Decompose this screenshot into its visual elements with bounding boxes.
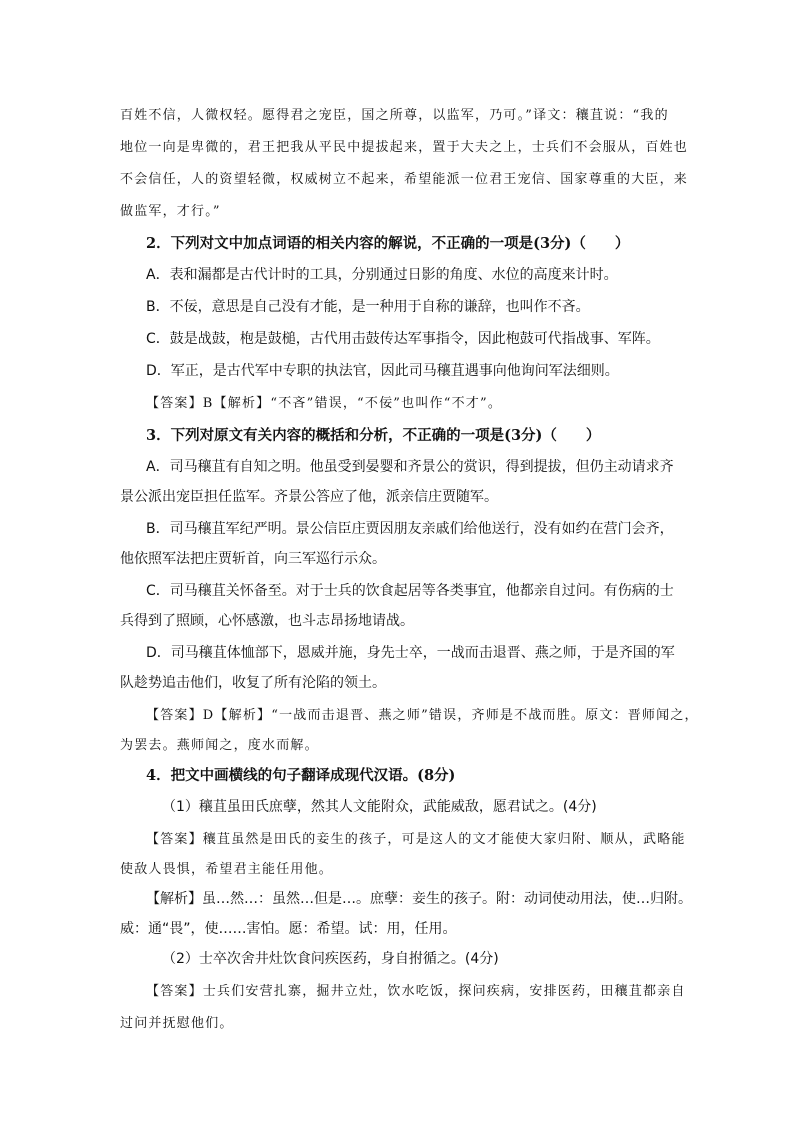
question-3-option-line: A．司马穰苴有自知之明。他虽受到晏婴和齐景公的赏识，得到提拔，但仍主动请求齐: [146, 459, 674, 475]
question-4-analysis-1: 【解析】虽…然…：虽然…但是…。庶孽：妾生的孩子。附：动词使动用法，使…归附。: [146, 891, 692, 907]
question-2-option-a: A．表和漏都是古代计时的工具，分别通过日影的角度、水位的高度来计时。: [146, 267, 618, 283]
question-3-option-line: 兵得到了照顾，心怀感激，也斗志昂扬地请战。: [120, 613, 414, 629]
passage-line: 地位一向是卑微的，君王把我从平民中提拔起来，置于大夫之上，士兵们不会服从，百姓也: [120, 140, 689, 155]
question-2-option-d: D．军正，是古代军中专职的执法官，因此司马穰苴遇事向他询问军法细则。: [146, 363, 619, 379]
passage-line: 百姓不信，人微权轻。愿得君之宠臣，国之所尊，以监军，乃可。”译文：穰苴说：“我的: [120, 108, 669, 123]
question-4-answer-2: 【答案】士兵们安营扎寨，掘井立灶，饮水吃饭，探问疾病，安排医药，田穰苴都亲自: [146, 984, 686, 999]
question-4-sentence-1: （1）穰苴虽田氏庶孽，然其人文能附众，武能威敌，愿君试之。(4分): [162, 799, 597, 815]
question-4-analysis-1: 威：通“畏”，使……害怕。愿：希望。试：用，任用。: [120, 921, 457, 937]
question-3-option-line: C．司马穰苴关怀备至。对于士兵的饮食起居等各类事宜，他都亲自过问。有伤病的士: [146, 583, 674, 599]
question-2-option-c: C．鼓是战鼓，枹是鼓槌，古代用击鼓传达军事指令，因此枹鼓可代指战事、军阵。: [146, 331, 660, 347]
question-3-title: 3．下列对原文有关内容的概括和分析，不正确的一项是(3分)（ ）: [146, 427, 601, 444]
passage-line: 做监军，才行。”: [120, 204, 221, 219]
question-2-option-b: B．不佞，意思是自己没有才能，是一种用于自称的谦辞，也叫作不吝。: [146, 299, 590, 315]
question-4-title: 4．把文中画横线的句子翻译成现代汉语。(8分): [146, 767, 456, 784]
question-4-answer-2: 过问并抚慰他们。: [120, 1016, 234, 1031]
question-3-answer: 【答案】D【解析】“一战而击退晋、燕之师”错误，齐师是不战而胜。原文：晋师闻之，: [146, 708, 699, 723]
question-3-option-line: D．司马穰苴体恤部下，恩威并施，身先士卒，一战而击退晋、燕之师，于是齐国的军: [146, 645, 675, 661]
question-3-option-line: B．司马穰苴军纪严明。景公信臣庄贾因朋友亲戚们给他送行，没有如约在营门会齐，: [146, 521, 674, 537]
question-4-sentence-2: （2）士卒次舍井灶饮食问疾医药，身自拊循之。(4分): [162, 951, 499, 967]
question-3-option-line: 景公派出宠臣担任监军。齐景公答应了他，派亲信庄贾随军。: [120, 489, 498, 505]
question-2-title: 2．下列对文中加点词语的相关内容的解说，不正确的一项是(3分)（ ）: [146, 235, 630, 252]
passage-line: 不会信任，人的资望轻微，权威树立不起来，希望能派一位君王宠信、国家尊重的大臣，来: [120, 172, 689, 187]
question-4-answer-1: 使敌人畏惧，希望君主能任用他。: [120, 862, 334, 877]
question-3-option-line: 队趁势追击他们，收复了所有沦陷的领土。: [120, 675, 386, 691]
question-2-answer: 【答案】B【解析】“不吝”错误，“不佞”也叫作“不才”。: [146, 396, 503, 411]
question-3-option-line: 他依照军法把庄贾斩首，向三军巡行示众。: [120, 551, 386, 567]
question-4-answer-1: 【答案】穰苴虽然是田氏的妾生的孩子，可是这人的文才能使大家归附、顺从，武略能: [146, 832, 686, 847]
question-3-answer: 为罢去。燕师闻之，度水而解。: [120, 738, 319, 753]
